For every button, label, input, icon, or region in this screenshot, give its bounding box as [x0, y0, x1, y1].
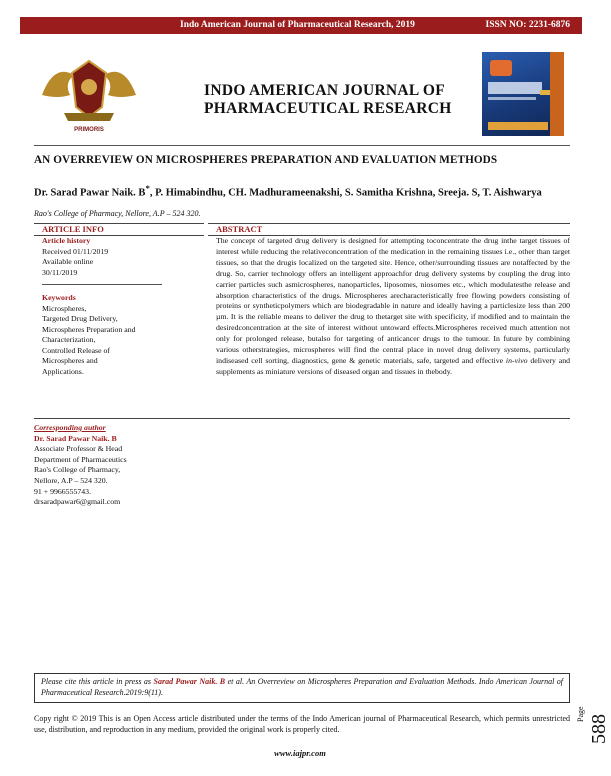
issn-text: ISSN NO: 2231-6876 — [485, 20, 570, 30]
author-address: Nellore, A.P – 524 320. — [34, 475, 108, 485]
logo-text: PRIMORIS — [74, 127, 104, 133]
copyright-notice: Copy right © 2019 This is an Open Access article distributed under the terms of the Indo American journal of Pharmaceutical Research, which permits unrestricted use, distribution, and reproduction in any medium, provided the original work is properly cited. — [34, 714, 570, 734]
author-position: Associate Professor & Head — [34, 444, 123, 454]
article-title: AN OVERREVIEW ON MICROSPHERES PREPARATION AND EVALUATION METHODS — [34, 154, 498, 166]
author-department: Department of Pharmaceutics — [34, 454, 127, 464]
header-divider — [34, 145, 570, 146]
corresponding-author-block — [34, 423, 234, 508]
abstract-heading: ABSTRACT — [208, 223, 570, 236]
corresponding-author-heading: Corresponding author — [34, 423, 106, 432]
corresponding-author-name: Dr. Sarad Pawar Naik. B — [34, 433, 117, 443]
journal-cover-image — [482, 52, 564, 136]
affiliation: Rao's College of Pharmacy, Nellore, A.P – 524 320. — [34, 209, 201, 218]
in-vivo-term: in-vivo — [505, 355, 528, 365]
history-label: Article history — [42, 236, 91, 245]
keyword-item: Microspheres and — [42, 356, 98, 365]
masthead-line-2: PHARMACEUTICAL RESEARCH — [204, 100, 452, 117]
available-date: 30/11/2019 — [42, 267, 78, 277]
keyword-item: Microspheres Preparation and — [42, 324, 136, 334]
page-number — [570, 682, 610, 744]
masthead-line-1: INDO AMERICAN JOURNAL OF — [204, 82, 446, 99]
author-phone: 91 + 9966555743. — [34, 486, 92, 496]
journal-masthead — [204, 82, 464, 118]
article-info — [42, 236, 202, 377]
available-label: Available online — [42, 257, 94, 266]
author-list — [34, 181, 570, 201]
abstract-text: The concept of targeted drug delivery is designed for attempting toconcentrate the drug inthe target tissues of interest while reducing the relativeconcentration of the medication in the remaining tissues i.e., other than target tissues, so that the drugis localized on the targeted site. Hence, other/surrounding tissues are notaffected by the drug. So, carrier technology offers an intelligent approachfor drug delivery systems by coupling the drug into carrier particles such asmicrospheres, nanoparticles, liposomes, niosomes etc., which modulatesthe release and absorption characteristics of the drugs. Microspheres arecharacteristically free flowing powders consisting of proteins or syntheticpolymers which are biodegradable in nature and ideally having a particlesize less than 200 µm. It is the reliable means to deliver the drug to thetarget site with specificity, if modified and to maintain the desiredconcentration at the site of interest without untoward effects.Microspheres received much attention not only for prolonged release, butalso for targeting of anticancer drugs to the tumour. In future by combining various otherstrategies, microspheres will find the central place in novel drug delivery systems, particularly indiseased cell sorting, diagnostics, gene & genetic materials, safe, targeted and effective in-vivo delivery and supplements as miniature versions of diseased organ and tissues in thebody. — [216, 236, 571, 376]
lead-author: Dr. Sarad Pawar Naik. B — [34, 187, 146, 199]
citation-author: Sarad Pawar Naik. B — [153, 677, 226, 686]
co-authors: , P. Himabindhu, CH. Madhurameenakshi, S. Samitha Krishna, Sreeja. S, T. Aishwarya — [149, 187, 542, 199]
abstract-divider — [34, 418, 570, 419]
page-number-value: 588 — [588, 714, 610, 744]
website-link[interactable]: www.iajpr.com — [274, 748, 326, 758]
info-divider — [42, 284, 162, 285]
received-date: Received 01/11/2019 — [42, 246, 109, 256]
journal-year-text: Indo American Journal of Pharmaceutical Research, 2019 — [180, 20, 415, 30]
keyword-item: Applications. — [42, 366, 84, 376]
keyword-item: Microspheres, — [42, 303, 87, 313]
keyword-item: Characterization, — [42, 335, 96, 344]
primoris-logo — [34, 55, 144, 135]
page-label: Page — [576, 706, 585, 722]
citation-box: Please cite this article in press as Sarad Pawar Naik. B et al. An Overreview on Microspheres Preparation and Evaluation Methods. Indo American Journal of Pharmaceutical Research.2019:9(11). — [34, 673, 570, 703]
keyword-item: Controlled Release of — [42, 345, 110, 355]
article-info-heading: ARTICLE INFO — [34, 223, 204, 236]
keyword-item: Targeted Drug Delivery, — [42, 314, 118, 323]
keywords-label: Keywords — [42, 293, 76, 302]
author-email[interactable]: drsaradpawar6@gmail.com — [34, 497, 121, 507]
corresponding-mark: * — [145, 183, 150, 193]
author-college: Rao's College of Pharmacy, — [34, 465, 121, 475]
journal-header-bar — [20, 17, 582, 34]
